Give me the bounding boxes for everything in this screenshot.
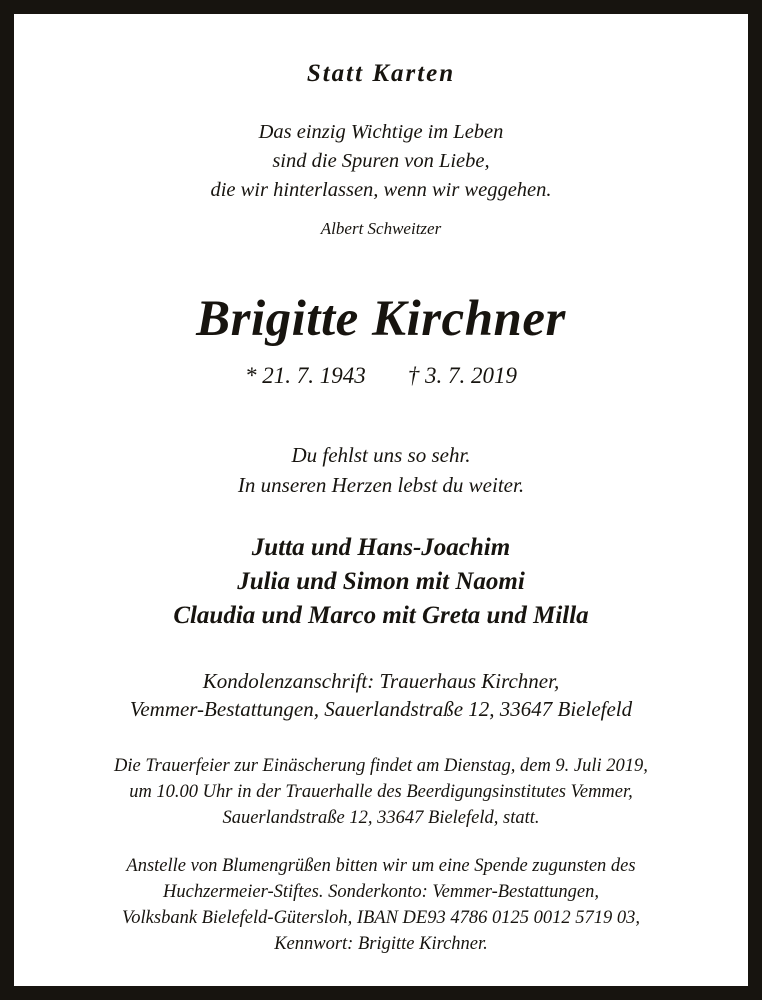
ceremony-line-1: Die Trauerfeier zur Einäscherung findet am Dienstag, dem 9. Juli 2019, <box>114 756 648 777</box>
quote-line-2: sind die Spuren von Liebe, <box>272 150 490 173</box>
ceremony-line-2: um 10.00 Uhr in der Trauerhalle des Beerdigungsinstitutes Vemmer, <box>129 782 633 803</box>
donation-line-3: Volksbank Bielefeld-Gütersloh, IBAN DE93 4786 0125 0012 5719 03, <box>122 907 640 928</box>
quote-line-3: die wir hinterlassen, wenn wir weggehen. <box>210 179 552 202</box>
donation-line-1: Anstelle von Blumengrüßen bitten wir um eine Spende zugunsten des <box>126 856 636 877</box>
donation-request <box>122 854 640 958</box>
family-line-3: Claudia und Marco mit Greta und Milla <box>173 601 589 629</box>
death-date: † 3. 7. 2019 <box>407 362 517 388</box>
statt-karten-heading: Statt Karten <box>306 60 456 87</box>
family-line-2: Julia und Simon mit Naomi <box>237 567 525 595</box>
ceremony-line-3: Sauerlandstraße 12, 33647 Bielefeld, statt. <box>222 808 540 829</box>
farewell-line-1: Du fehlst uns so sehr. <box>291 442 471 467</box>
family-names <box>173 531 588 633</box>
ceremony-details <box>114 754 648 832</box>
donation-line-2: Huchzermeier-Stiftes. Sonderkonto: Vemmer-Bestattungen, <box>163 882 599 902</box>
condolence-line-1: Kondolenzanschrift: Trauerhaus Kirchner, <box>202 668 560 693</box>
quote-line-1: Das einzig Wichtige im Leben <box>258 121 504 143</box>
family-line-1: Jutta und Hans-Joachim <box>251 533 511 561</box>
quote-author: Albert Schweitzer <box>320 219 442 239</box>
farewell-line-2: In unseren Herzen lebst du weiter. <box>237 472 525 497</box>
farewell-message <box>238 441 524 501</box>
deceased-name: Brigitte Kirchner <box>196 291 566 348</box>
condolence-address <box>130 667 632 725</box>
birth-date: * 21. 7. 1943 <box>245 362 366 388</box>
donation-line-4: Kennwort: Brigitte Kirchner. <box>274 933 488 954</box>
life-dates <box>245 363 517 389</box>
condolence-line-2: Vemmer-Bestattungen, Sauerlandstraße 12, 33647 Bielefeld <box>129 697 633 722</box>
memorial-quote <box>210 118 551 205</box>
